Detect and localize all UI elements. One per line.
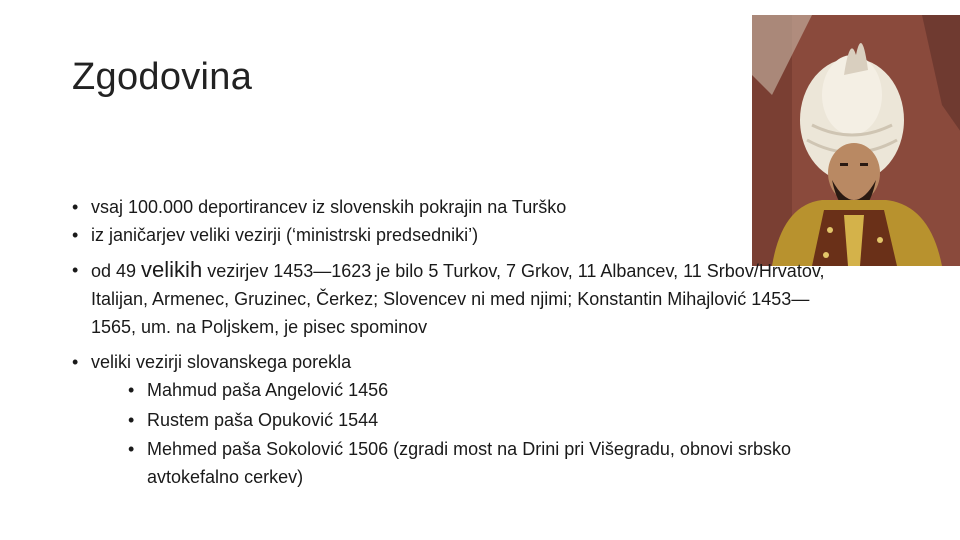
bullet-list — [72, 194, 852, 499]
sub-bullet-text: Mahmud paša Angelović 1456 — [147, 380, 389, 400]
sub-bullet-item — [128, 375, 852, 405]
bullet-dot: • — [72, 352, 79, 372]
bullet-dot: • — [128, 380, 135, 400]
bullet-dot: • — [72, 260, 79, 280]
bullet-text: vsaj 100.000 deportirancev iz slovenskih pokrajin na Turško — [91, 197, 567, 217]
bullet-item — [72, 194, 852, 220]
sub-bullet-text: Rustem paša Opuković 1544 — [147, 410, 379, 430]
bullet-dot: • — [128, 410, 135, 430]
bullet-text: iz janičarjev veliki vezirji (‘ministrski predsedniki’) — [91, 225, 479, 245]
bullet-item — [72, 222, 852, 248]
sub-bullet-list — [91, 375, 852, 491]
bullet-dot: • — [128, 439, 135, 459]
bullet-item — [72, 256, 852, 341]
sub-bullet-item — [128, 435, 852, 491]
sub-bullet-text: Mehmed paša Sokolović 1506 (zgradi most na Drini pri Višegradu, obnovi srbsko avtokefalno cerkev) — [147, 439, 791, 487]
bullet-dot: • — [72, 225, 79, 245]
bullet-text: veliki vezirji slovanskega porekla — [91, 352, 352, 372]
sub-bullet-item — [128, 405, 852, 435]
bullet-dot: • — [72, 197, 79, 217]
slide-title: Zgodovina — [72, 56, 253, 98]
bullet-text-after: vezirjev 1453—1623 je bilo 5 Turkov, 7 Grkov, 11 Albancev, 11 Srbov/Hrvatov, Italijan, Armenec, Gruzinec, Čerkez; Slovencev ni med njimi; Konstantin Mihajlović 1453—1565, um. na Poljskem, je pisec spominov — [91, 261, 825, 337]
bullet-text-before: od 49 — [91, 261, 142, 281]
bullet-item — [72, 349, 852, 491]
bullet-text-emphasis: velikih — [141, 257, 203, 282]
